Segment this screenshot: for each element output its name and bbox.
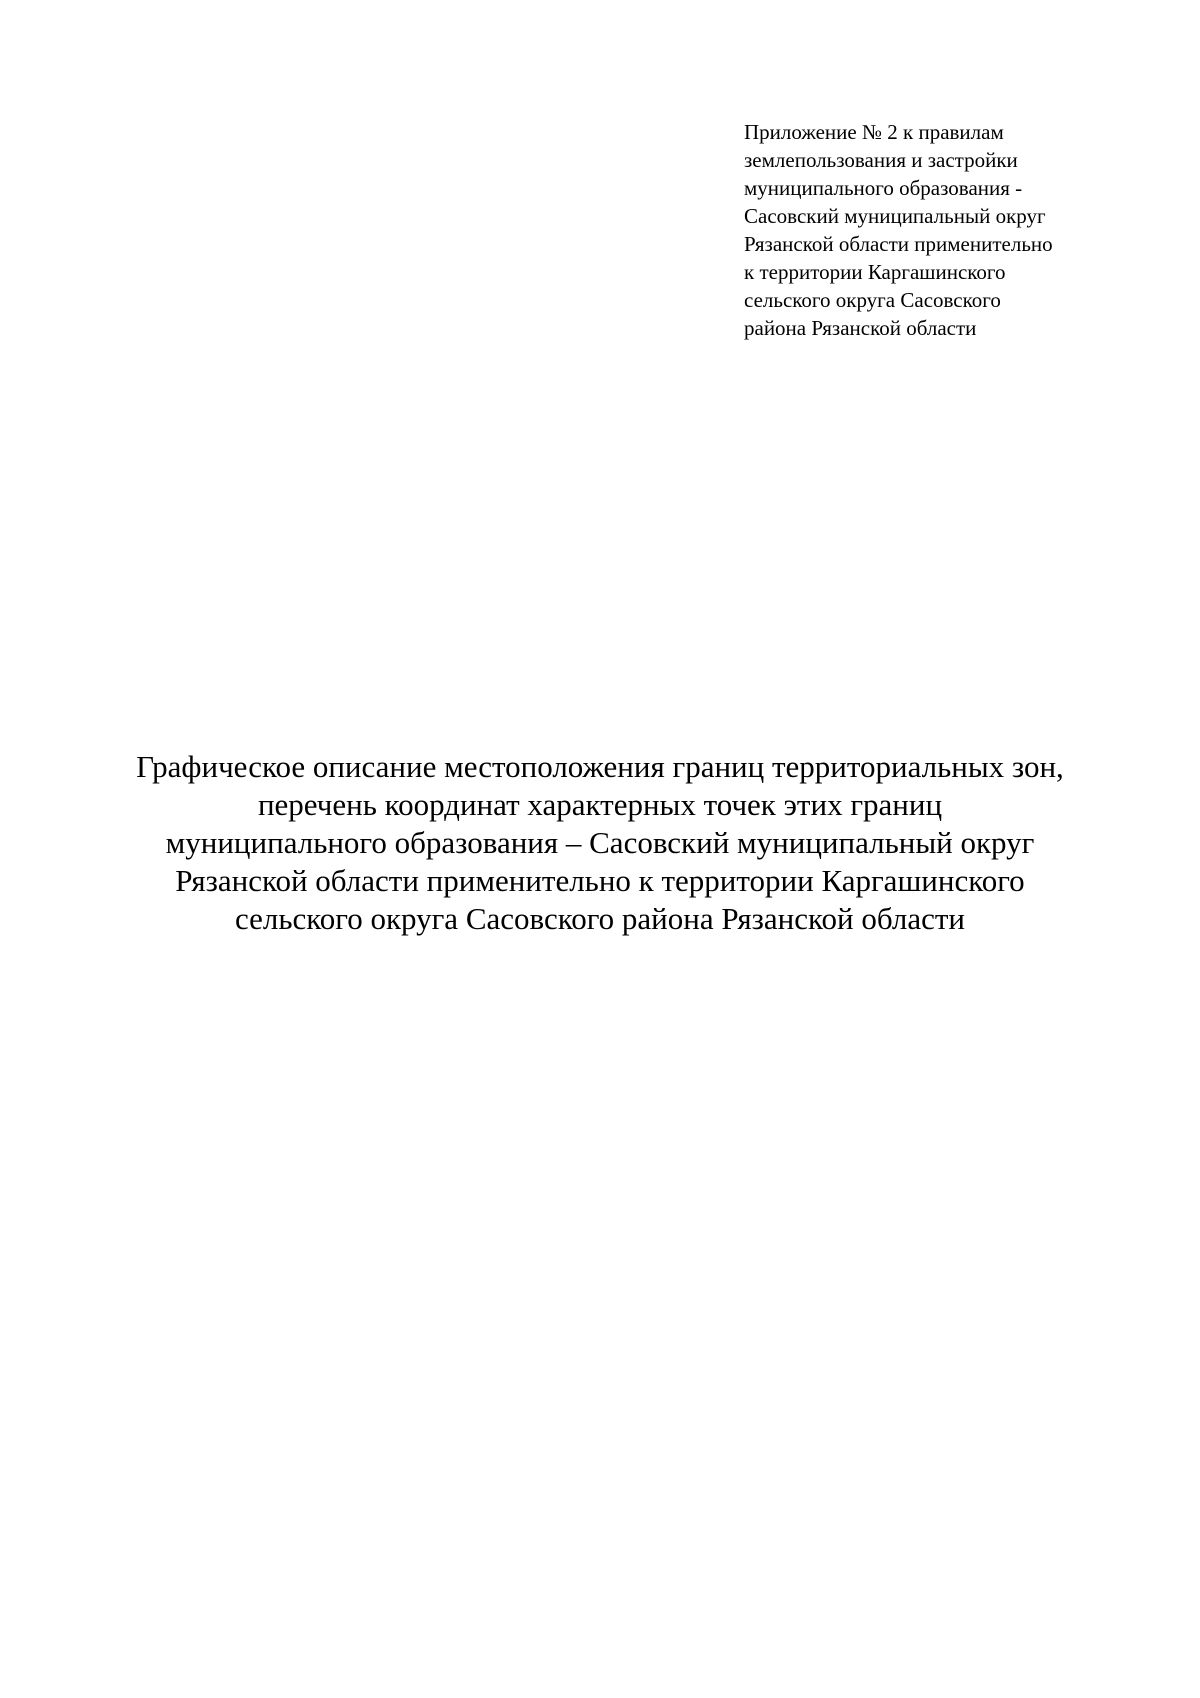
appendix-note-line: района Рязанской области xyxy=(744,316,977,340)
appendix-note-line: землепользования и застройки xyxy=(744,148,1018,172)
document-title-line: муниципального образования – Сасовский муниципальный округ xyxy=(165,825,1035,860)
appendix-note-line: Сасовский муниципальный округ xyxy=(744,204,1046,228)
document-title-line: перечень координат характерных точек этих границ xyxy=(257,787,943,822)
document-title-line: Графическое описание местоположения границ территориальных зон, xyxy=(136,749,1064,784)
appendix-note-line: сельского округа Сасовского xyxy=(744,288,1001,312)
appendix-note-line: Приложение № 2 к правилам xyxy=(744,120,1004,144)
document-title xyxy=(60,748,1140,938)
document-title-line: Рязанской области применительно к территории Каргашинского xyxy=(175,863,1025,898)
appendix-note-line: к территории Каргашинского xyxy=(744,260,1006,284)
appendix-note-line: Рязанской области применительно xyxy=(744,232,1053,256)
document-title-line: сельского округа Сасовского района Рязанской области xyxy=(235,901,965,936)
appendix-note xyxy=(744,118,1164,342)
appendix-note-line: муниципального образования - xyxy=(744,176,1023,200)
